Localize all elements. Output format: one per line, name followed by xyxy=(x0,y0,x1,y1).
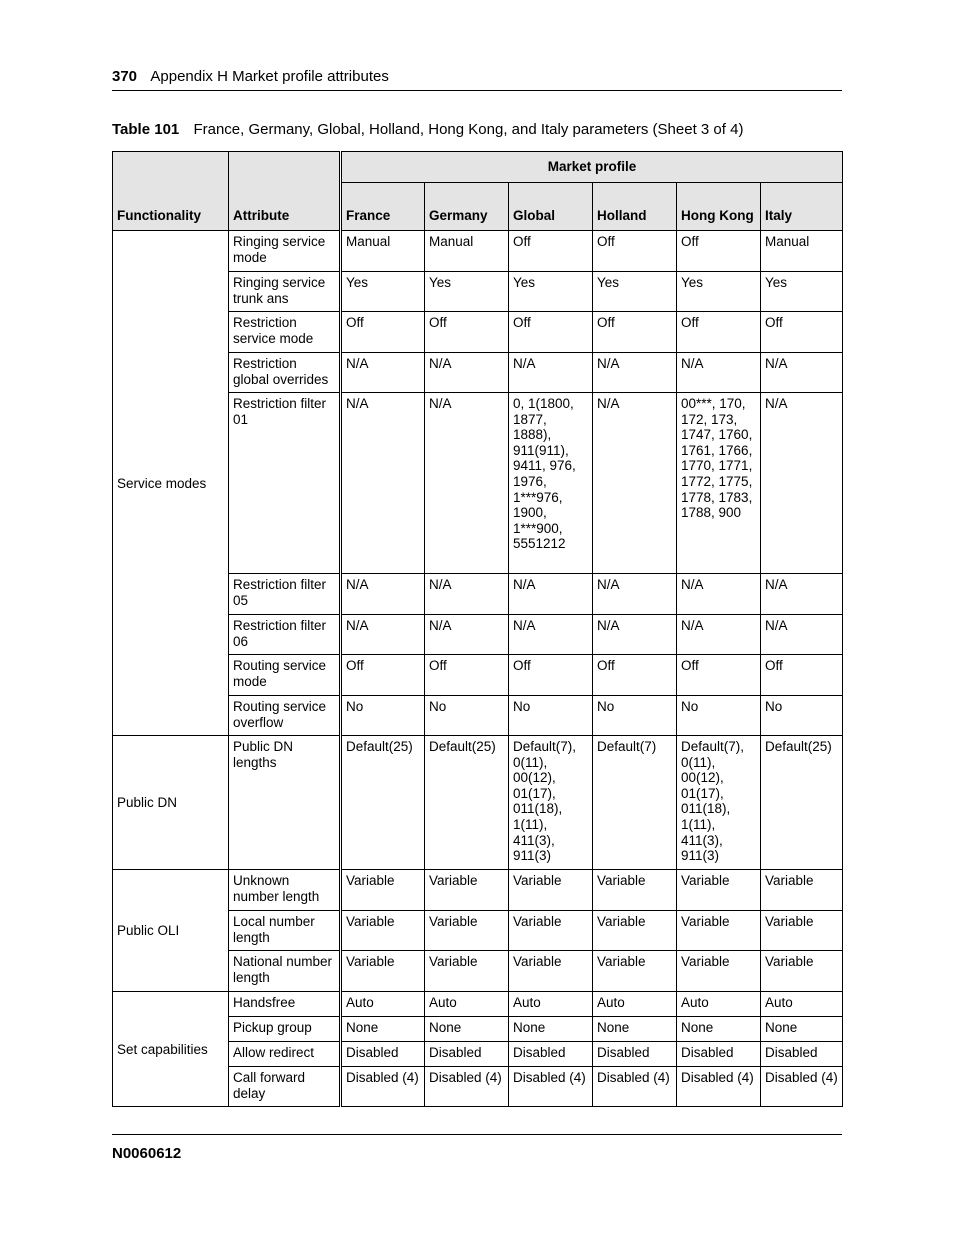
table-body xyxy=(113,231,843,1107)
value-cell: Variable xyxy=(677,911,761,951)
value-cell: Off xyxy=(677,655,761,696)
value-cell: Auto xyxy=(509,992,593,1017)
value-cell: Manual xyxy=(341,231,425,272)
value-cell: Disabled (4) xyxy=(761,1067,843,1107)
value-cell: Auto xyxy=(761,992,843,1017)
value-cell: No xyxy=(761,696,843,736)
value-cell: Yes xyxy=(341,272,425,312)
value-cell: No xyxy=(509,696,593,736)
value-cell: Off xyxy=(425,312,509,353)
value-cell: Variable xyxy=(593,911,677,951)
header-rule xyxy=(112,90,842,91)
value-cell: Manual xyxy=(425,231,509,272)
market-profile-table xyxy=(112,151,843,1107)
value-cell: 0, 1(1800, 1877, 1888), 911(911), 9411, 976, 1976, 1***976, 1900, 1***900, 5551212 xyxy=(509,393,593,574)
value-cell: Off xyxy=(761,312,843,353)
column-header-market: Hong Kong xyxy=(677,183,761,231)
column-header-functionality: Functionality xyxy=(113,152,229,231)
functionality-cell: Public OLI xyxy=(113,870,229,992)
value-cell: N/A xyxy=(593,353,677,393)
value-cell: N/A xyxy=(425,393,509,574)
attribute-cell: Public DN lengths xyxy=(229,736,341,870)
value-cell: No xyxy=(593,696,677,736)
value-cell: Auto xyxy=(425,992,509,1017)
value-cell: N/A xyxy=(593,574,677,615)
value-cell: Off xyxy=(425,655,509,696)
value-cell: N/A xyxy=(425,574,509,615)
value-cell: Off xyxy=(593,312,677,353)
value-cell: None xyxy=(677,1017,761,1042)
value-cell: Yes xyxy=(677,272,761,312)
page-header-title: Appendix H Market profile attributes xyxy=(150,68,389,85)
value-cell: Default(7), 0(11), 00(12), 01(17), 011(18), 1(11), 411(3), 911(3) xyxy=(677,736,761,870)
value-cell: Disabled (4) xyxy=(677,1067,761,1107)
value-cell: N/A xyxy=(677,353,761,393)
functionality-cell: Service modes xyxy=(113,231,229,736)
value-cell: Yes xyxy=(509,272,593,312)
value-cell: Off xyxy=(677,231,761,272)
value-cell: None xyxy=(425,1017,509,1042)
value-cell: N/A xyxy=(593,393,677,574)
value-cell: Default(7), 0(11), 00(12), 01(17), 011(18), 1(11), 411(3), 911(3) xyxy=(509,736,593,870)
value-cell: Disabled (4) xyxy=(593,1067,677,1107)
value-cell: N/A xyxy=(425,353,509,393)
attribute-cell: Restriction filter 01 xyxy=(229,393,341,574)
value-cell: Off xyxy=(593,231,677,272)
value-cell: Disabled xyxy=(593,1042,677,1067)
value-cell: Variable xyxy=(509,870,593,911)
table-caption-text: France, Germany, Global, Holland, Hong Kong, and Italy parameters (Sheet 3 of 4) xyxy=(193,121,744,138)
value-cell: Disabled xyxy=(425,1042,509,1067)
value-cell: Off xyxy=(761,655,843,696)
value-cell: Default(25) xyxy=(761,736,843,870)
value-cell: Yes xyxy=(593,272,677,312)
value-cell: None xyxy=(761,1017,843,1042)
value-cell: Default(7) xyxy=(593,736,677,870)
value-cell: Yes xyxy=(761,272,843,312)
value-cell: N/A xyxy=(509,574,593,615)
attribute-cell: Restriction filter 06 xyxy=(229,615,341,655)
column-header-market: Italy xyxy=(761,183,843,231)
column-header-attribute: Attribute xyxy=(229,152,341,231)
value-cell: N/A xyxy=(425,615,509,655)
value-cell: No xyxy=(425,696,509,736)
value-cell: Manual xyxy=(761,231,843,272)
value-cell: Off xyxy=(509,655,593,696)
value-cell: Off xyxy=(341,655,425,696)
value-cell: Disabled xyxy=(509,1042,593,1067)
value-cell: Variable xyxy=(593,870,677,911)
value-cell: Off xyxy=(509,231,593,272)
value-cell: 00***, 170, 172, 173, 1747, 1760, 1761, 1766, 1770, 1771, 1772, 1775, 1778, 1783, 1788, 900 xyxy=(677,393,761,574)
value-cell: Default(25) xyxy=(425,736,509,870)
table-row xyxy=(113,736,843,870)
value-cell: Disabled xyxy=(341,1042,425,1067)
table-number: Table 101 xyxy=(112,121,180,138)
attribute-cell: Restriction filter 05 xyxy=(229,574,341,615)
value-cell: Variable xyxy=(677,951,761,992)
page-number: 370 xyxy=(112,68,138,85)
value-cell: N/A xyxy=(509,353,593,393)
value-cell: Disabled (4) xyxy=(341,1067,425,1107)
value-cell: Variable xyxy=(341,911,425,951)
column-header-market: Global xyxy=(509,183,593,231)
table-row xyxy=(113,231,843,272)
value-cell: N/A xyxy=(677,615,761,655)
value-cell: N/A xyxy=(761,574,843,615)
value-cell: Variable xyxy=(677,870,761,911)
functionality-cell: Public DN xyxy=(113,736,229,870)
value-cell: None xyxy=(509,1017,593,1042)
value-cell: Auto xyxy=(593,992,677,1017)
attribute-cell: National number length xyxy=(229,951,341,992)
value-cell: Default(25) xyxy=(341,736,425,870)
attribute-cell: Routing service overflow xyxy=(229,696,341,736)
value-cell: Variable xyxy=(761,911,843,951)
value-cell: N/A xyxy=(677,574,761,615)
value-cell: Disabled xyxy=(677,1042,761,1067)
value-cell: Variable xyxy=(761,951,843,992)
column-header-market: France xyxy=(341,183,425,231)
value-cell: Variable xyxy=(509,951,593,992)
value-cell: N/A xyxy=(761,353,843,393)
value-cell: None xyxy=(341,1017,425,1042)
value-cell: N/A xyxy=(341,574,425,615)
table-head xyxy=(113,152,843,231)
value-cell: N/A xyxy=(341,615,425,655)
value-cell: Auto xyxy=(677,992,761,1017)
value-cell: Variable xyxy=(425,911,509,951)
column-header-market: Holland xyxy=(593,183,677,231)
attribute-cell: Routing service mode xyxy=(229,655,341,696)
value-cell: No xyxy=(341,696,425,736)
value-cell: N/A xyxy=(509,615,593,655)
attribute-cell: Local number length xyxy=(229,911,341,951)
value-cell: Variable xyxy=(593,951,677,992)
value-cell: Variable xyxy=(425,951,509,992)
value-cell: Off xyxy=(677,312,761,353)
value-cell: N/A xyxy=(761,615,843,655)
value-cell: N/A xyxy=(341,353,425,393)
value-cell: None xyxy=(593,1017,677,1042)
attribute-cell: Restriction global overrides xyxy=(229,353,341,393)
value-cell: Disabled (4) xyxy=(509,1067,593,1107)
value-cell: Off xyxy=(593,655,677,696)
value-cell: Variable xyxy=(341,951,425,992)
value-cell: Auto xyxy=(341,992,425,1017)
column-header-market: Germany xyxy=(425,183,509,231)
attribute-cell: Allow redirect xyxy=(229,1042,341,1067)
table-caption xyxy=(112,121,743,138)
attribute-cell: Pickup group xyxy=(229,1017,341,1042)
table-row xyxy=(113,992,843,1017)
value-cell: Disabled xyxy=(761,1042,843,1067)
value-cell: Off xyxy=(341,312,425,353)
attribute-cell: Call forward delay xyxy=(229,1067,341,1107)
value-cell: Variable xyxy=(509,911,593,951)
value-cell: N/A xyxy=(761,393,843,574)
value-cell: Disabled (4) xyxy=(425,1067,509,1107)
attribute-cell: Restriction service mode xyxy=(229,312,341,353)
value-cell: N/A xyxy=(341,393,425,574)
column-header-market-profile: Market profile xyxy=(341,152,843,183)
functionality-cell: Set capabilities xyxy=(113,992,229,1107)
document-id: N0060612 xyxy=(112,1145,182,1162)
value-cell: Variable xyxy=(341,870,425,911)
attribute-cell: Unknown number length xyxy=(229,870,341,911)
attribute-cell: Handsfree xyxy=(229,992,341,1017)
value-cell: N/A xyxy=(593,615,677,655)
value-cell: Off xyxy=(509,312,593,353)
attribute-cell: Ringing service mode xyxy=(229,231,341,272)
value-cell: Yes xyxy=(425,272,509,312)
attribute-cell: Ringing service trunk ans xyxy=(229,272,341,312)
footer-rule xyxy=(112,1134,842,1135)
value-cell: Variable xyxy=(425,870,509,911)
table-row xyxy=(113,870,843,911)
page-header xyxy=(112,68,842,85)
value-cell: No xyxy=(677,696,761,736)
value-cell: Variable xyxy=(761,870,843,911)
